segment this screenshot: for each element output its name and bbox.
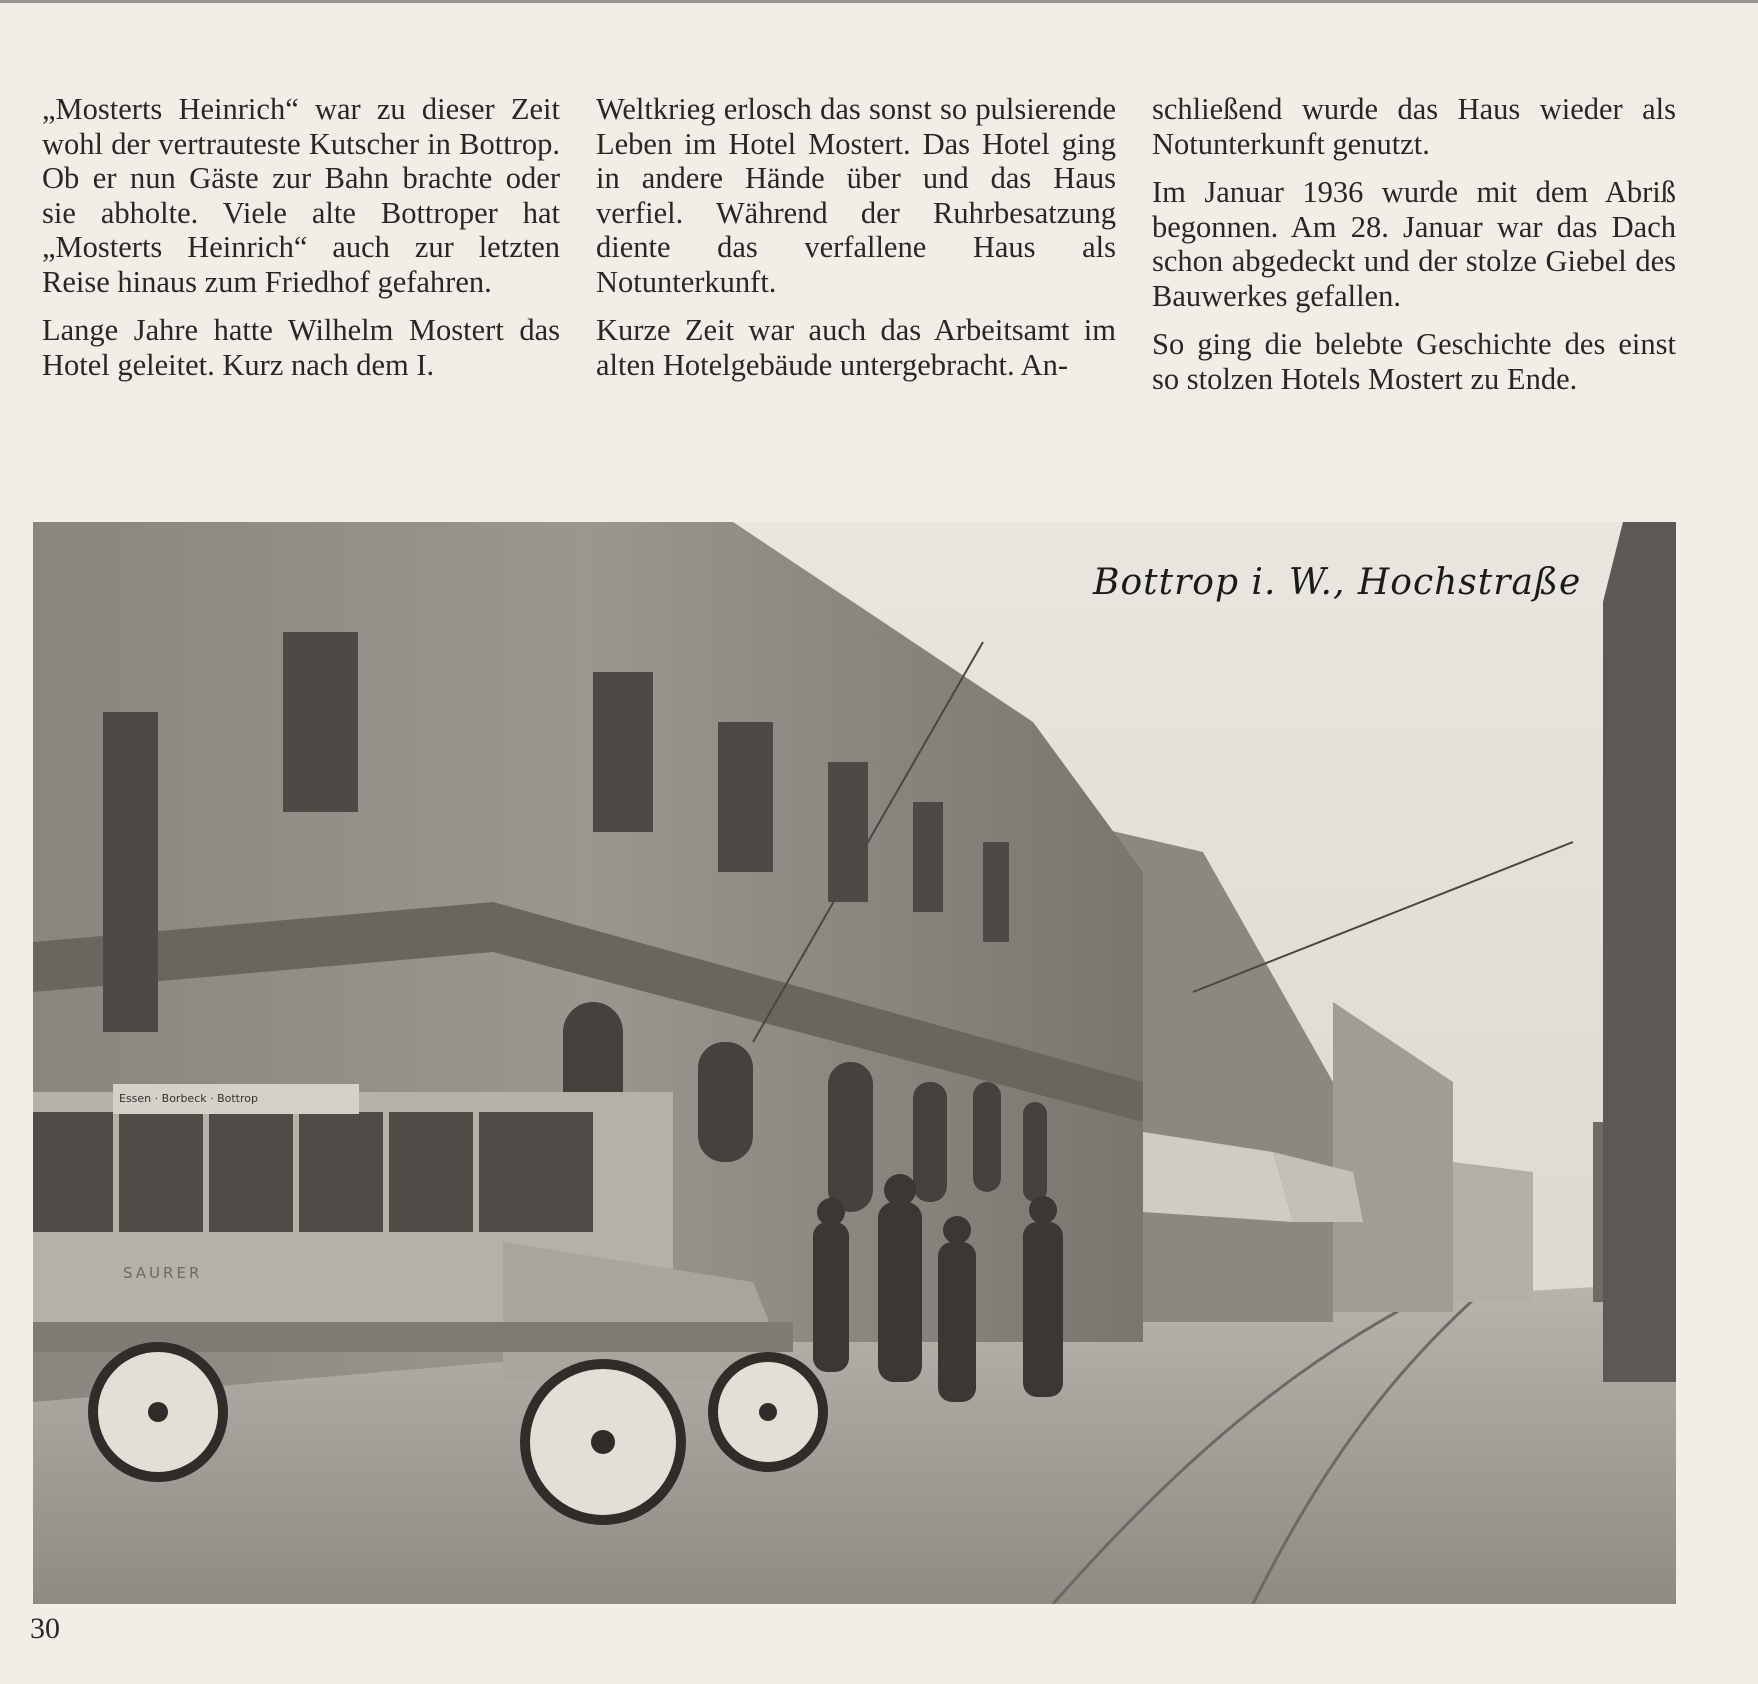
paragraph: Kurze Zeit war auch das Arbeitsamt im alten Hotelgebäude untergebracht. An- bbox=[596, 313, 1116, 382]
text-column-2 bbox=[596, 92, 1116, 396]
paragraph: Im Januar 1936 wurde mit dem Abriß begonnen. Am 28. Januar war das Dach schon abgedeckt und der stolze Giebel des Bauwerkes gefallen. bbox=[1152, 175, 1676, 313]
top-edge-line bbox=[0, 0, 1758, 3]
paragraph: schließend wurde das Haus wieder als Notunterkunft genutzt. bbox=[1152, 92, 1676, 161]
bus-side-lettering: SAURER bbox=[123, 1264, 203, 1282]
photo-caption: Bottrop i. W., Hochstraße bbox=[1093, 562, 1582, 603]
historic-street-photo bbox=[33, 522, 1676, 1604]
bus-route-sign: Essen · Borbeck · Bottrop bbox=[113, 1084, 359, 1114]
photo-illustration bbox=[33, 522, 1676, 1604]
paragraph: „Mosterts Heinrich“ war zu dieser Zeit wohl der vertrauteste Kutscher in Bottrop. Ob er nun Gäste zur Bahn brachte oder sie abholte. Viele alte Bottroper hat „Mosterts Heinrich“ auch zur letzten Reise hinaus zum Friedhof gefahren. bbox=[42, 92, 560, 299]
page-number: 30 bbox=[30, 1612, 60, 1645]
paragraph: So ging die belebte Geschichte des einst so stolzen Hotels Mostert zu Ende. bbox=[1152, 327, 1676, 396]
paragraph: Lange Jahre hatte Wilhelm Mostert das Hotel geleitet. Kurz nach dem I. bbox=[42, 313, 560, 382]
text-column-3 bbox=[1152, 92, 1676, 410]
paragraph: Weltkrieg erlosch das sonst so pulsierende Leben im Hotel Mostert. Das Hotel ging in andere Hände über und das Haus verfiel. Während der Ruhrbesatzung diente das verfallene Haus als Notunterkunft. bbox=[596, 92, 1116, 299]
text-column-1 bbox=[42, 92, 560, 396]
